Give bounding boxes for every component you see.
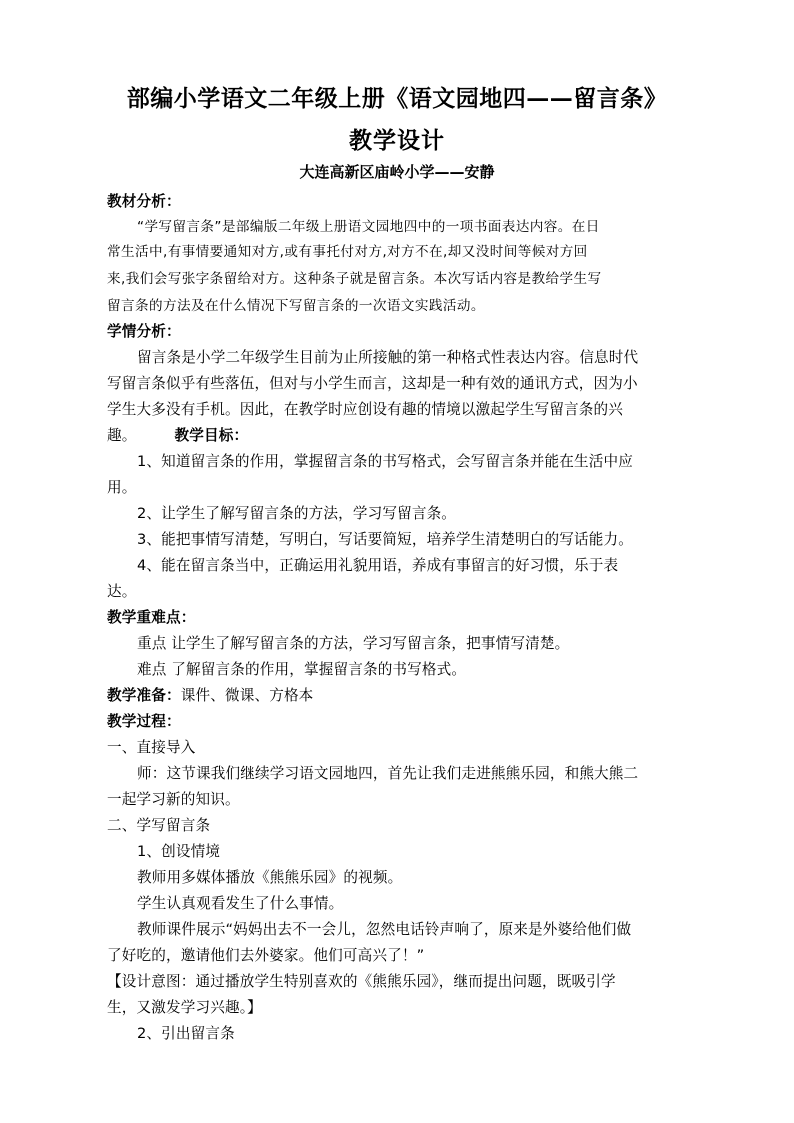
process-step-heading: 1、创设情境 <box>137 843 221 860</box>
paragraph-line: 教师课件展示“妈妈出去不一会儿，忽然电话铃声响了，原来是外婆给他们做 <box>137 921 632 938</box>
process-part-heading: 一、直接导入 <box>107 739 196 756</box>
paragraph-line: 常生活中,有事情要通知对方,或有事托付对方,对方不在,却又没时间等候对方回 <box>107 244 588 260</box>
goal-item-continued: 用。 <box>107 479 137 496</box>
section-heading-goals: 教学目标： <box>174 427 249 444</box>
paragraph-line-end: 趣。 <box>107 427 137 444</box>
paragraph-line: 学生大多没有手机。因此，在教学时应创设有趣的情境以激起学生写留言条的兴 <box>107 401 624 418</box>
paragraph-line: 一起学习新的知识。 <box>107 791 240 808</box>
goal-item: 3、能把事情写清楚，写明白，写话要简短，培养学生清楚明白的写话能力。 <box>137 531 633 548</box>
section-heading-students: 学情分析： <box>107 323 181 340</box>
author-line: 大连高新区庙岭小学——安静 <box>299 163 495 181</box>
process-step-heading: 2、引出留言条 <box>137 1025 235 1042</box>
design-intent-line: 【设计意图：通过播放学生特别喜欢的《熊熊乐园》，继而提出问题，既吸引学 <box>107 973 616 990</box>
document-title-line2: 教学设计 <box>349 127 445 154</box>
section-heading-process: 教学过程： <box>107 713 181 730</box>
process-part-heading: 二、学写留言条 <box>107 817 211 834</box>
section-heading-prep: 教学准备： <box>107 687 181 704</box>
goal-item: 4、能在留言条当中，正确运用礼貌用语，养成有事留言的好习惯，乐于表 <box>137 557 619 574</box>
keypoint-item: 难点 了解留言条的作用，掌握留言条的书写格式。 <box>137 661 467 678</box>
paragraph-line <box>107 424 248 445</box>
goal-item: 1、知道留言条的作用，掌握留言条的书写格式，会写留言条并能在生活中应 <box>137 453 633 470</box>
paragraph-line: 师：这节课我们继续学习语文园地四，首先让我们走进熊熊乐园，和熊大熊二 <box>137 765 639 782</box>
paragraph-line: 教师用多媒体播放《熊熊乐园》的视频。 <box>137 869 403 886</box>
paragraph-line: 学生认真观看发生了什么事情。 <box>137 895 344 912</box>
section-heading-keypoints: 教学重难点： <box>107 609 196 626</box>
paragraph-line: 写留言条似乎有些落伍，但对与小学生而言，这却是一种有效的通讯方式，因为小 <box>107 375 638 392</box>
paragraph-line: “学写留言条”是部编版二年级上册语文园地四中的一项书面表达内容。在日 <box>137 219 600 235</box>
keypoint-item: 重点 让学生了解写留言条的方法，学习写留言条，把事情写清楚。 <box>137 635 570 652</box>
paragraph-line: 留言条是小学二年级学生目前为止所接触的第一种格式性表达内容。信息时代 <box>137 349 639 366</box>
goal-item-continued: 达。 <box>107 583 137 600</box>
paragraph-line: 了好吃的，邀请他们去外婆家。他们可高兴了！” <box>107 947 425 964</box>
paragraph-line: 来,我们会写张字条留给对方。这种条子就是留言条。本次写话内容是教给学生写 <box>107 271 602 287</box>
goal-item: 2、让学生了解写留言条的方法，学习写留言条。 <box>137 505 457 522</box>
paragraph-line: 留言条的方法及在什么情况下写留言条的一次语文实践活动。 <box>107 298 485 314</box>
prep-line <box>107 684 313 705</box>
section-heading-material: 教材分析： <box>107 193 181 210</box>
prep-text: 课件、微课、方格本 <box>180 687 314 704</box>
design-intent-line: 生，又激发学习兴趣。】 <box>107 999 262 1016</box>
document-title: 部编小学语文二年级上册《语文园地四——留言条》 <box>126 85 668 112</box>
